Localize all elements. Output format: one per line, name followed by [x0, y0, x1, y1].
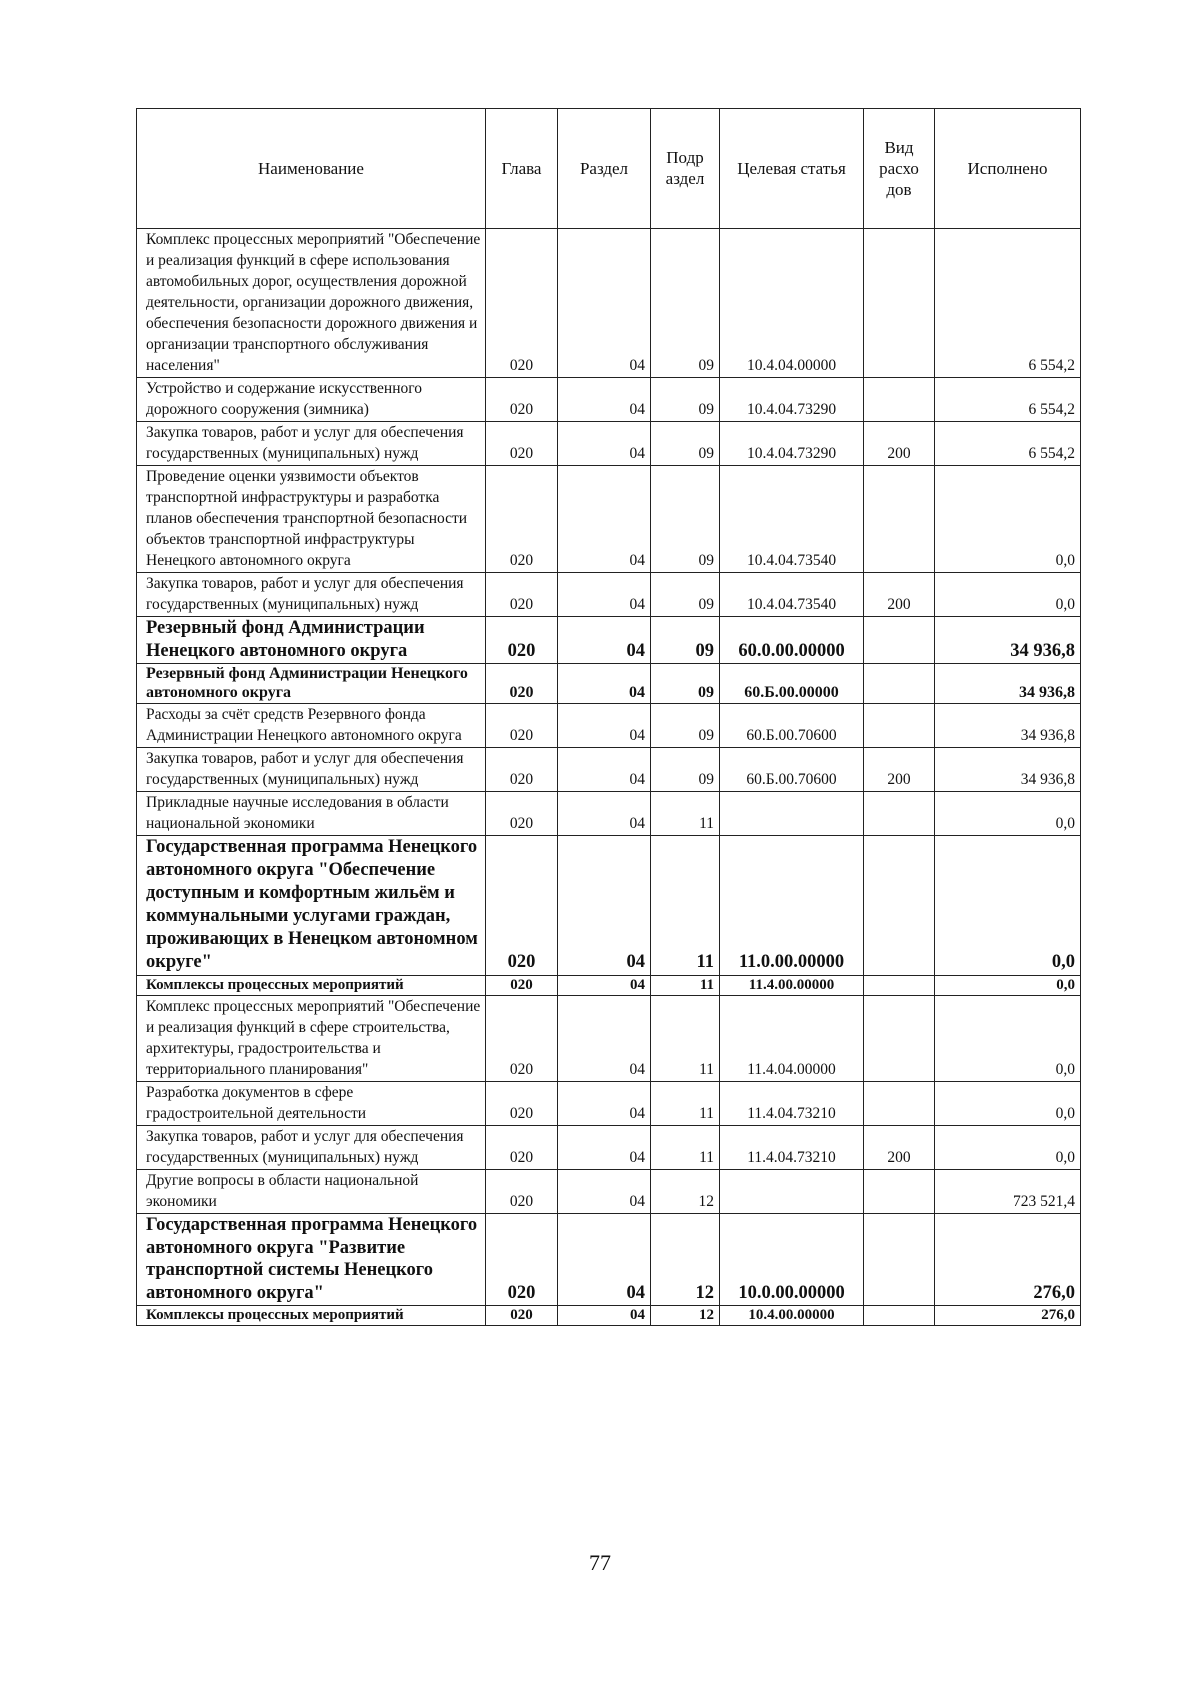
cell-vid: 200 — [864, 573, 935, 617]
cell-razdel: 04 — [558, 792, 651, 836]
cell-glava: 020 — [486, 378, 558, 422]
header-podrazdel: Подр аздел — [651, 109, 720, 229]
table-row — [137, 466, 1081, 573]
header-vid: Вид расхо дов — [864, 109, 935, 229]
cell-vid: 200 — [864, 748, 935, 792]
cell-celevaya: 10.4.04.73290 — [720, 422, 864, 466]
cell-vid — [864, 1214, 935, 1306]
table-row — [137, 422, 1081, 466]
cell-ispolneno: 0,0 — [935, 1126, 1081, 1170]
cell-celevaya: 60.Б.00.70600 — [720, 704, 864, 748]
cell-glava: 020 — [486, 792, 558, 836]
cell-podrazdel: 11 — [651, 1082, 720, 1126]
cell-vid — [864, 996, 935, 1082]
cell-podrazdel: 12 — [651, 1214, 720, 1306]
cell-ispolneno: 6 554,2 — [935, 422, 1081, 466]
table-row — [137, 664, 1081, 704]
cell-ispolneno: 0,0 — [935, 976, 1081, 996]
cell-glava: 020 — [486, 1170, 558, 1214]
header-celevaya: Целевая статья — [720, 109, 864, 229]
budget-table-container — [136, 108, 1080, 1326]
cell-glava: 020 — [486, 704, 558, 748]
cell-name: Резервный фонд Администрации Ненецкого автономного округа — [137, 664, 486, 704]
cell-vid — [864, 704, 935, 748]
header-razdel: Раздел — [558, 109, 651, 229]
table-header-row — [137, 109, 1081, 229]
cell-razdel: 04 — [558, 996, 651, 1082]
cell-name: Комплекс процессных мероприятий "Обеспечение и реализация функций в сфере строительства, архитектуры, градостроительства и территориального планирования" — [137, 996, 486, 1082]
cell-celevaya: 11.0.00.00000 — [720, 836, 864, 976]
cell-vid — [864, 229, 935, 378]
table-row — [137, 996, 1081, 1082]
table-row — [137, 748, 1081, 792]
cell-vid — [864, 976, 935, 996]
cell-ispolneno: 723 521,4 — [935, 1170, 1081, 1214]
cell-celevaya: 11.4.04.73210 — [720, 1082, 864, 1126]
cell-glava: 020 — [486, 1082, 558, 1126]
cell-celevaya: 10.0.00.00000 — [720, 1214, 864, 1306]
cell-glava: 020 — [486, 1214, 558, 1306]
cell-name: Резервный фонд Администрации Ненецкого автономного округа — [137, 617, 486, 664]
cell-podrazdel: 09 — [651, 378, 720, 422]
table-row — [137, 704, 1081, 748]
cell-vid — [864, 792, 935, 836]
cell-razdel: 04 — [558, 1126, 651, 1170]
cell-celevaya — [720, 1170, 864, 1214]
table-row — [137, 617, 1081, 664]
cell-glava: 020 — [486, 422, 558, 466]
cell-podrazdel: 11 — [651, 996, 720, 1082]
cell-razdel: 04 — [558, 748, 651, 792]
cell-celevaya: 60.Б.00.70600 — [720, 748, 864, 792]
cell-glava: 020 — [486, 976, 558, 996]
cell-podrazdel: 09 — [651, 422, 720, 466]
cell-podrazdel: 09 — [651, 229, 720, 378]
cell-ispolneno: 34 936,8 — [935, 664, 1081, 704]
cell-podrazdel: 11 — [651, 976, 720, 996]
cell-razdel: 04 — [558, 1082, 651, 1126]
cell-podrazdel: 09 — [651, 466, 720, 573]
cell-glava: 020 — [486, 996, 558, 1082]
cell-glava: 020 — [486, 836, 558, 976]
cell-vid — [864, 378, 935, 422]
cell-celevaya: 11.4.00.00000 — [720, 976, 864, 996]
cell-celevaya: 10.4.04.00000 — [720, 229, 864, 378]
cell-ispolneno: 34 936,8 — [935, 704, 1081, 748]
cell-ispolneno: 34 936,8 — [935, 748, 1081, 792]
cell-ispolneno: 0,0 — [935, 996, 1081, 1082]
cell-name: Закупка товаров, работ и услуг для обеспечения государственных (муниципальных) нужд — [137, 422, 486, 466]
table-row — [137, 1082, 1081, 1126]
cell-vid — [864, 836, 935, 976]
cell-glava: 020 — [486, 466, 558, 573]
cell-celevaya: 11.4.04.73210 — [720, 1126, 864, 1170]
cell-razdel: 04 — [558, 836, 651, 976]
cell-razdel: 04 — [558, 704, 651, 748]
cell-ispolneno: 0,0 — [935, 573, 1081, 617]
cell-celevaya — [720, 792, 864, 836]
cell-razdel: 04 — [558, 466, 651, 573]
cell-razdel: 04 — [558, 976, 651, 996]
header-name: Наименование — [137, 109, 486, 229]
cell-vid — [864, 466, 935, 573]
table-row — [137, 792, 1081, 836]
cell-razdel: 04 — [558, 1214, 651, 1306]
table-row — [137, 836, 1081, 976]
cell-glava: 020 — [486, 664, 558, 704]
table-row — [137, 1126, 1081, 1170]
cell-podrazdel: 09 — [651, 664, 720, 704]
cell-glava: 020 — [486, 1126, 558, 1170]
cell-razdel: 04 — [558, 1306, 651, 1326]
table-row — [137, 1170, 1081, 1214]
cell-name: Закупка товаров, работ и услуг для обеспечения государственных (муниципальных) нужд — [137, 1126, 486, 1170]
cell-celevaya: 10.4.00.00000 — [720, 1306, 864, 1326]
cell-glava: 020 — [486, 617, 558, 664]
cell-celevaya: 10.4.04.73540 — [720, 466, 864, 573]
table-body — [137, 229, 1081, 1326]
table-row — [137, 1306, 1081, 1326]
cell-ispolneno: 276,0 — [935, 1306, 1081, 1326]
cell-razdel: 04 — [558, 422, 651, 466]
cell-podrazdel: 11 — [651, 792, 720, 836]
cell-ispolneno: 276,0 — [935, 1214, 1081, 1306]
cell-name: Другие вопросы в области национальной экономики — [137, 1170, 486, 1214]
cell-vid — [864, 664, 935, 704]
cell-razdel: 04 — [558, 617, 651, 664]
table-row — [137, 1214, 1081, 1306]
cell-vid: 200 — [864, 422, 935, 466]
cell-ispolneno: 0,0 — [935, 1082, 1081, 1126]
budget-table — [136, 108, 1081, 1326]
cell-podrazdel: 11 — [651, 836, 720, 976]
cell-name: Государственная программа Ненецкого автономного округа "Обеспечение доступным и комфортным жильём и коммунальными услугами граждан, проживающих в Ненецком автономном округе" — [137, 836, 486, 976]
cell-vid — [864, 1170, 935, 1214]
cell-name: Проведение оценки уязвимости объектов транспортной инфраструктуры и разработка планов обеспечения транспортной безопасности объектов транспортной инфраструктуры Ненецкого автономного округа — [137, 466, 486, 573]
cell-celevaya: 60.0.00.00000 — [720, 617, 864, 664]
cell-name: Разработка документов в сфере градостроительной деятельности — [137, 1082, 486, 1126]
cell-vid — [864, 1082, 935, 1126]
cell-name: Прикладные научные исследования в области национальной экономики — [137, 792, 486, 836]
cell-ispolneno: 0,0 — [935, 836, 1081, 976]
cell-podrazdel: 09 — [651, 748, 720, 792]
cell-razdel: 04 — [558, 573, 651, 617]
cell-podrazdel: 12 — [651, 1170, 720, 1214]
header-glava: Глава — [486, 109, 558, 229]
cell-celevaya: 10.4.04.73290 — [720, 378, 864, 422]
cell-razdel: 04 — [558, 229, 651, 378]
cell-ispolneno: 0,0 — [935, 466, 1081, 573]
cell-name: Комплексы процессных мероприятий — [137, 1306, 486, 1326]
cell-name: Государственная программа Ненецкого автономного округа "Развитие транспортной системы Ненецкого автономного округа" — [137, 1214, 486, 1306]
cell-glava: 020 — [486, 1306, 558, 1326]
cell-vid — [864, 617, 935, 664]
header-ispolneno: Исполнено — [935, 109, 1081, 229]
cell-celevaya: 11.4.04.00000 — [720, 996, 864, 1082]
cell-vid: 200 — [864, 1126, 935, 1170]
page-number: 77 — [589, 1550, 611, 1575]
table-row — [137, 976, 1081, 996]
cell-razdel: 04 — [558, 1170, 651, 1214]
table-row — [137, 229, 1081, 378]
table-row — [137, 573, 1081, 617]
cell-vid — [864, 1306, 935, 1326]
cell-name: Закупка товаров, работ и услуг для обеспечения государственных (муниципальных) нужд — [137, 573, 486, 617]
cell-name: Устройство и содержание искусственного дорожного сооружения (зимника) — [137, 378, 486, 422]
cell-ispolneno: 34 936,8 — [935, 617, 1081, 664]
cell-name: Расходы за счёт средств Резервного фонда Администрации Ненецкого автономного округа — [137, 704, 486, 748]
cell-celevaya: 10.4.04.73540 — [720, 573, 864, 617]
cell-name: Закупка товаров, работ и услуг для обеспечения государственных (муниципальных) нужд — [137, 748, 486, 792]
cell-celevaya: 60.Б.00.00000 — [720, 664, 864, 704]
cell-podrazdel: 09 — [651, 704, 720, 748]
cell-glava: 020 — [486, 748, 558, 792]
cell-glava: 020 — [486, 229, 558, 378]
cell-podrazdel: 12 — [651, 1306, 720, 1326]
cell-name: Комплексы процессных мероприятий — [137, 976, 486, 996]
cell-podrazdel: 09 — [651, 617, 720, 664]
cell-razdel: 04 — [558, 664, 651, 704]
cell-podrazdel: 11 — [651, 1126, 720, 1170]
cell-ispolneno: 0,0 — [935, 792, 1081, 836]
cell-ispolneno: 6 554,2 — [935, 229, 1081, 378]
cell-razdel: 04 — [558, 378, 651, 422]
cell-name: Комплекс процессных мероприятий "Обеспечение и реализация функций в сфере использования автомобильных дорог, осуществления дорожной деятельности, организации дорожного движения, обеспечения безопасности дорожного движения и организации транспортного обслуживания населения" — [137, 229, 486, 378]
cell-glava: 020 — [486, 573, 558, 617]
table-row — [137, 378, 1081, 422]
cell-podrazdel: 09 — [651, 573, 720, 617]
cell-ispolneno: 6 554,2 — [935, 378, 1081, 422]
